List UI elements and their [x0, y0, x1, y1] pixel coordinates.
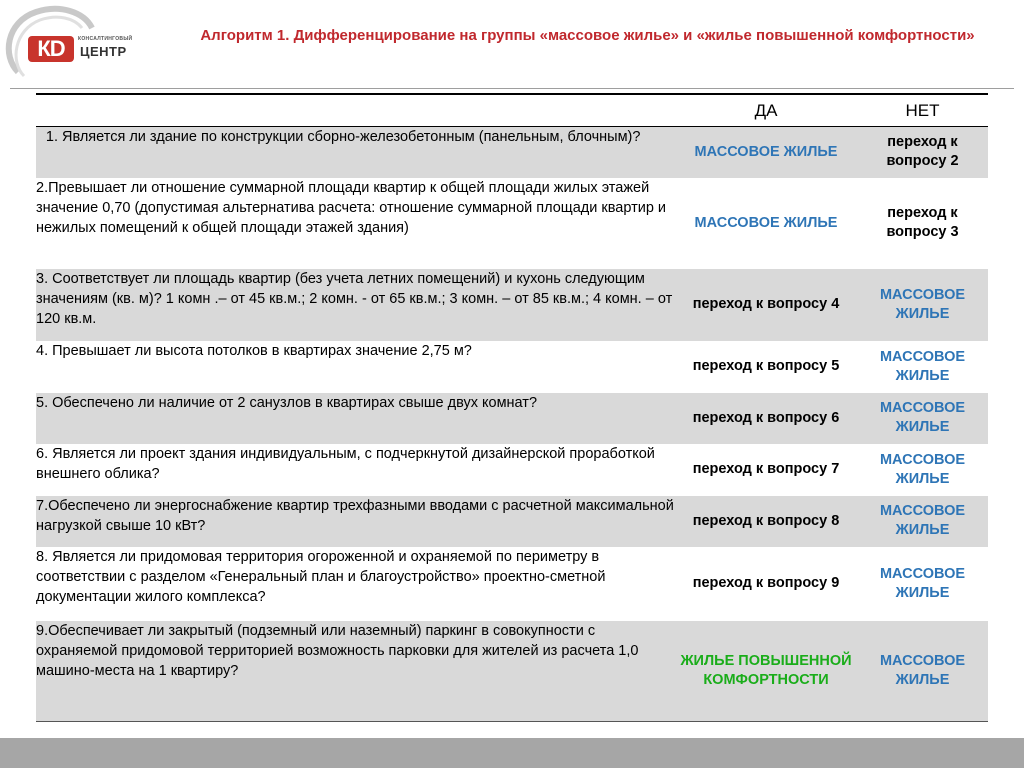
question-text: 9.Обеспечивает ли закрытый (подземный или наземный) паркинг в совокупности с охраняемой придомовой территорией возможность парковки для жителей из расчета 1,0 машино-места на 1 квартиру? [36, 621, 675, 722]
header-divider [10, 88, 1014, 89]
answer-no: МАССОВОЕ ЖИЛЬЕ [879, 565, 966, 601]
page-title: Алгоритм 1. Дифференцирование на группы «массовое жилье» и «жилье повышенной комфортности» [200, 27, 975, 44]
question-text: 8. Является ли придомовая территория огороженной и охраняемой по периметру в соответствии с разделом «Генеральный план и благоустройство» проектно-сметной документации жилого комплекса? [36, 548, 606, 605]
question-text: 4. Превышает ли высота потолков в квартирах значение 2,75 м? [36, 342, 472, 359]
answer-no: переход к вопросу 2 [857, 127, 988, 178]
table-row [36, 444, 988, 496]
answer-yes: переход к вопросу 4 [675, 269, 857, 341]
answer-yes: переход к вопросу 6 [675, 393, 857, 444]
slide-header [0, 0, 1024, 88]
question-text: 2.Превышает ли отношение суммарной площади квартир к общей площади жилых этажей значение 0,70 (допустимая альтернатива расчета: отношение суммарной площади квартир и нежилых помещений к общей площади этажей здания) [36, 179, 667, 236]
logo-mark: КD [28, 36, 74, 62]
answer-yes: переход к вопросу 8 [675, 496, 857, 547]
table-row [36, 341, 988, 393]
logo-word: ЦЕНТР [80, 44, 127, 59]
table-row [36, 393, 988, 444]
logo-small-text: КОНСАЛТИНГОВЫЙ [78, 36, 133, 42]
answer-no: МАССОВОЕ ЖИЛЬЕ [857, 621, 988, 722]
header-no: НЕТ [857, 94, 988, 127]
algorithm-table [36, 93, 988, 722]
answer-yes: переход к вопросу 5 [692, 358, 840, 374]
question-text: 7.Обеспечено ли энергоснабжение квартир трехфазными вводами с расчетной максимальной нагрузкой свыше 10 кВт? [36, 496, 675, 547]
answer-yes: ЖИЛЬЕ ПОВЫШЕННОЙ КОМФОРТНОСТИ [675, 621, 857, 722]
table-row [36, 621, 988, 722]
table-row [36, 127, 988, 178]
answer-yes: МАССОВОЕ ЖИЛЬЕ [694, 214, 838, 231]
footer-bar [0, 738, 1024, 768]
table-row [36, 269, 988, 341]
table-row [36, 547, 988, 621]
company-logo [0, 0, 160, 88]
table-row [36, 496, 988, 547]
answer-yes: переход к вопросу 9 [692, 575, 840, 591]
answer-no: МАССОВОЕ ЖИЛЬЕ [879, 451, 966, 487]
answer-no: переход к вопросу 3 [886, 205, 959, 240]
question-text: 1. Является ли здание по конструкции сборно-железобетонным (панельным, блочным)? [62, 127, 675, 147]
table-header-row [36, 94, 988, 127]
header-yes: ДА [675, 94, 857, 127]
answer-yes: МАССОВОЕ ЖИЛЬЕ [675, 127, 857, 178]
answer-no: МАССОВОЕ ЖИЛЬЕ [857, 496, 988, 547]
question-cell [36, 127, 675, 178]
answer-no: МАССОВОЕ ЖИЛЬЕ [857, 393, 988, 444]
question-text: 5. Обеспечено ли наличие от 2 санузлов в квартирах свыше двух комнат? [36, 393, 675, 444]
answer-yes: переход к вопросу 7 [692, 461, 840, 477]
answer-no: МАССОВОЕ ЖИЛЬЕ [879, 348, 966, 384]
table-row [36, 178, 988, 269]
header-question [36, 94, 675, 127]
question-text: 3. Соответствует ли площадь квартир (без учета летних помещений) и кухонь следующим значениям (кв. м)? 1 комн .– от 45 кв.м.; 2 комн. - от 65 кв.м.; 3 комн. – от 85 кв.м.; 4 комн. – от 120 кв.м. [36, 269, 675, 341]
question-text: 6. Является ли проект здания индивидуальным, с подчеркнутой дизайнерской проработкой внешнего облика? [36, 445, 655, 482]
answer-no: МАССОВОЕ ЖИЛЬЕ [857, 269, 988, 341]
